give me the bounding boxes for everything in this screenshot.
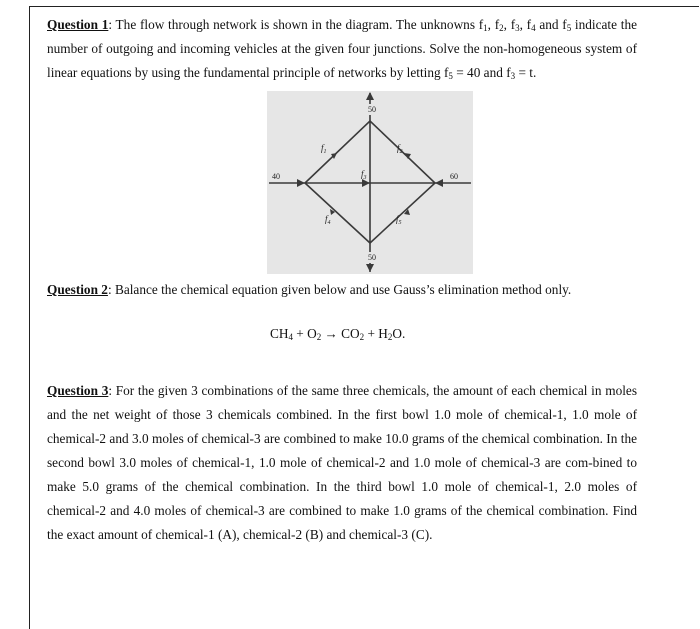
- q1-sub: 2: [499, 23, 504, 33]
- q1-sub: 3: [510, 71, 516, 81]
- q1-sub: 3: [515, 23, 520, 33]
- q1-text-a: : The flow through network is shown in the diagram. The unknowns f: [108, 17, 484, 32]
- q1-text-b: indicate the number of outgoing and incoming vehicles at the given four junctions. Solve the non-homogeneous system of linear equations by using the fundamental principle of networks by letting f: [47, 17, 637, 80]
- network-diagram: [267, 91, 473, 274]
- q1-sub: 5: [566, 23, 572, 33]
- label-f3: $f_3$: [361, 169, 367, 181]
- q1-sep: , f: [487, 17, 500, 32]
- q1-sub: 4: [531, 23, 536, 33]
- label-bottom: 50: [368, 253, 376, 262]
- question-3-label: Question 3: [47, 383, 109, 398]
- label-f1: $f_1$: [321, 143, 327, 155]
- q1-sep: and f: [535, 17, 567, 32]
- label-left: 40: [272, 172, 280, 181]
- question-1: [47, 13, 637, 85]
- eq-sub: 2: [387, 332, 393, 342]
- label-top: 50: [368, 105, 376, 114]
- q1-sep: , f: [519, 17, 532, 32]
- label-right: 60: [450, 172, 458, 181]
- eq-sub: 2: [316, 332, 322, 342]
- q1-sub: 5: [448, 71, 453, 81]
- q2-text: : Balance the chemical equation given below and use Gauss’s elimination method only.: [107, 282, 572, 297]
- label-f4: $f_4$: [325, 214, 331, 226]
- q1-sub: 1: [483, 23, 488, 33]
- q1-sep: = 40 and f: [452, 65, 511, 80]
- q1-sep: , f: [503, 17, 516, 32]
- question-2: [47, 278, 637, 302]
- q1-sep: = t.: [515, 65, 537, 80]
- top-rule: [29, 6, 699, 7]
- eq-sub: 2: [359, 332, 365, 342]
- label-f5: $f_5$: [396, 214, 402, 226]
- question-2-label: Question 2: [47, 282, 108, 297]
- eq-part: → CO: [321, 326, 360, 341]
- eq-part: O.: [392, 326, 406, 341]
- label-f2: $f_2$: [397, 143, 403, 155]
- chemical-equation: [270, 326, 405, 342]
- eq-part: + H: [364, 326, 388, 341]
- eq-part: + O: [292, 326, 317, 341]
- q3-text: : For the given 3 combinations of the same three chemicals, the amount of each chemical in moles and the net weight of those 3 chemicals combined. In the first bowl 1.0 mole of chemical-1, 1.0 mole of chemical-2 and 3.0 moles of chemical-3 are combined to make 10.0 grams of the chemical combination. In the second bowl 3.0 moles of chemical-1, 1.0 mole of chemical-2 and 1.0 mole of chemical-3 are com-bined to make 5.0 grams of the chemical combination. In the third bowl 1.0 mole of chemical-1, 2.0 moles of chemical-2 and 4.0 moles of chemical-3 are combined to make 1.0 grams of the chemical combination. Find the exact amount of chemical-1 (A), chemical-2 (B) and chemical-3 (C).: [47, 383, 637, 542]
- eq-part: CH: [270, 326, 289, 341]
- eq-sub: 4: [288, 332, 293, 342]
- question-1-label: Question 1: [47, 17, 109, 32]
- question-3: [47, 379, 637, 547]
